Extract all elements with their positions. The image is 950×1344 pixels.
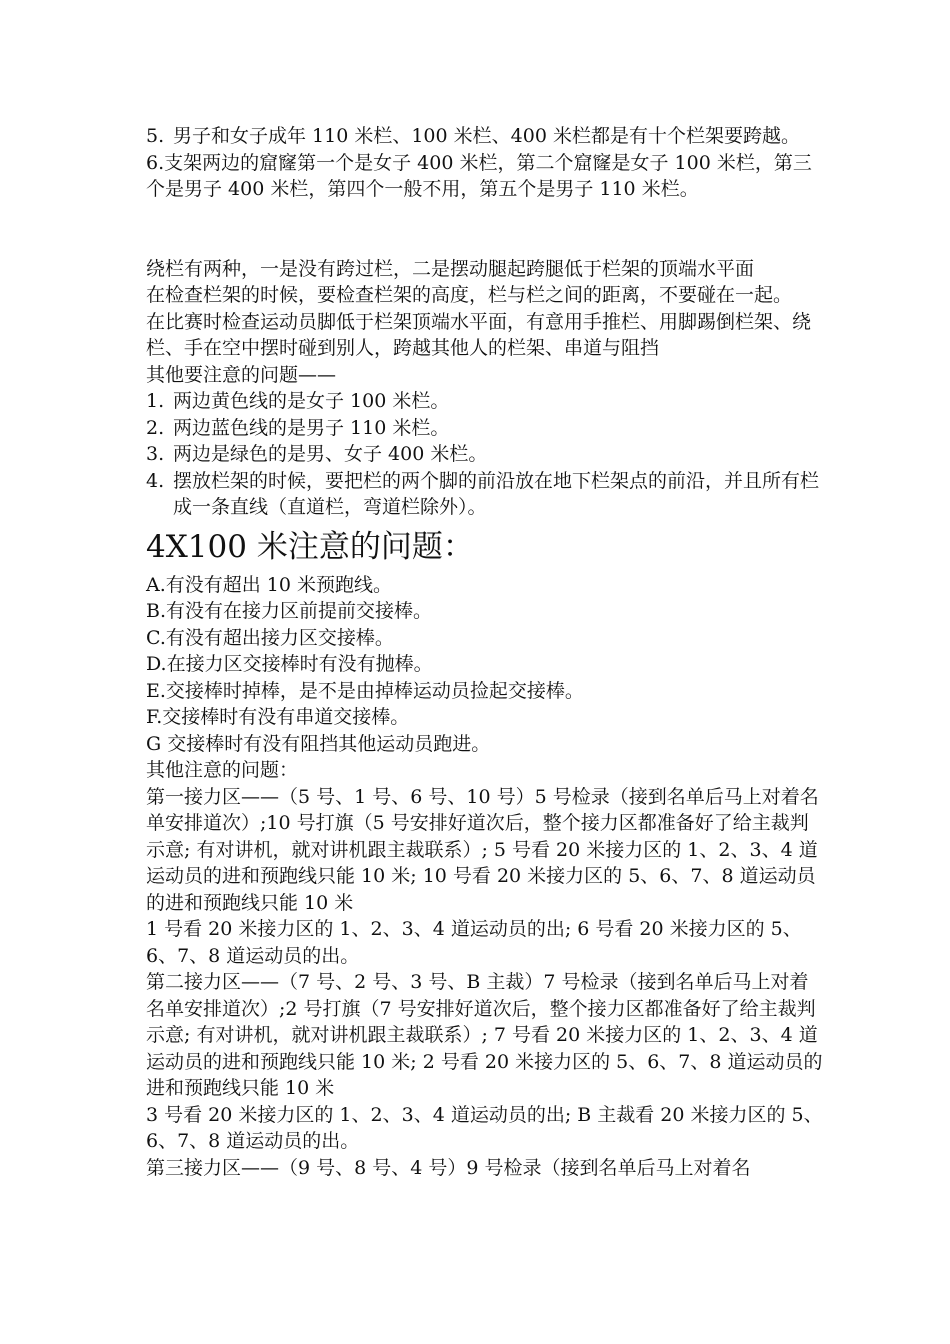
check-item-f: F.交接棒时有没有串道交接棒。 [146,706,410,728]
list-item-5 [146,123,826,150]
list-item [146,388,826,415]
list-item [146,468,826,521]
list-number: 3. [146,443,165,465]
paragraph-zone-1: 第一接力区——（5 号、1 号、6 号、10 号）5 号检录（接到名单后马上对着名单安排道次）;10 号打旗（5 号安排好道次后，整个接力区都准备好了给主裁判示意; 有对讲机，就对讲机跟主裁联系）; 5 号看 20 米接力区的 1、2、3、4 道运动员的进和预跑线只能 10 米; 10 号看 20 米接力区的 5、6、7、8 道运动员的进和预跑线只能 10 米 [146,785,819,914]
paragraph-competition-check: 在比赛时检查运动员脚低于栏架顶端水平面，有意用手推栏、用脚踢倒栏架、绕栏、手在空中摆时碰到别人，跨越其他人的栏架、串道与阻挡 [146,310,812,359]
check-item-c: C.有没有超出接力区交接棒。 [146,626,394,649]
list-text: 摆放栏架的时候，要把栏的两个脚的前沿放在地下栏架点的前沿，并且所有栏成一条直线（直道栏，弯道栏除外）。 [173,469,820,518]
paragraph-zone-2: 第二接力区——（7 号、2 号、3 号、B 主裁）7 号检录（接到名单后马上对着名单安排道次）;2 号打旗（7 号安排好道次后，整个接力区都准备好了给主裁判示意; 有对讲机，就对讲机跟主裁联系）; 7 号看 20 米接力区的 1、2、3、4 道运动员的进和预跑线只能 10 米; 2 号看 20 米接力区的 5、6、7、8 道运动员的进和预跑线只能 10 米 [146,971,823,1099]
check-item-e: E.交接棒时掉棒，是不是由掉棒运动员捡起交接棒。 [146,679,584,702]
document-page [146,123,826,1181]
paragraph-other-notes: 其他注意的问题： [146,759,299,781]
blank-space [146,203,826,256]
section-heading: 4X100 米注意的问题： [146,528,474,565]
paragraph-zone-1-exit: 1 号看 20 米接力区的 1、2、3、4 道运动员的出; 6 号看 20 米接力区的 5、6、7、8 道运动员的出。 [146,918,802,967]
list-number: 4. [146,469,165,492]
paragraph-item-6: 6.支架两边的窟窿第一个是女子 400 米栏，第二个窟窿是女子 100 米栏，第三个是男子 400 米栏，第四个一般不用，第五个是男子 110 米栏。 [146,151,812,200]
list-text: 男子和女子成年 110 米栏、100 米栏、400 米栏都是有十个栏架要跨越。 [173,125,800,147]
list-text: 两边是绿色的是男、女子 400 米栏。 [173,443,488,465]
paragraph-hurdle-rules: 绕栏有两种，一是没有跨过栏，二是摆动腿起跨腿低于栏架的顶端水平面 [146,257,755,280]
paragraph-zone-2-exit: 3 号看 20 米接力区的 1、2、3、4 道运动员的出; B 主裁看 20 米接力区的 5、6、7、8 道运动员的出。 [146,1103,823,1152]
list-item [146,441,826,468]
check-item-g: G 交接棒时有没有阻挡其他运动员跑进。 [146,732,491,755]
check-item-a: A.有没有超出 10 米预跑线。 [146,573,393,596]
list-text: 两边黄色线的是女子 100 米栏。 [173,390,450,412]
list-text: 两边蓝色线的是男子 110 米栏。 [173,416,450,439]
paragraph-other-issues: 其他要注意的问题—— [146,363,337,386]
list-number: 1. [146,390,165,412]
paragraph-zone-3: 第三接力区——（9 号、8 号、4 号）9 号检录（接到名单后马上对着名 [146,1156,751,1179]
paragraph-check-hurdles: 在检查栏架的时候，要检查栏架的高度，栏与栏之间的距离，不要碰在一起。 [146,284,793,306]
list-number: 2. [146,416,165,439]
check-item-b: B.有没有在接力区前提前交接棒。 [146,600,433,622]
list-number: 5. [146,125,165,147]
list-item [146,415,826,442]
check-item-d: D.在接力区交接棒时有没有抛棒。 [146,653,433,675]
